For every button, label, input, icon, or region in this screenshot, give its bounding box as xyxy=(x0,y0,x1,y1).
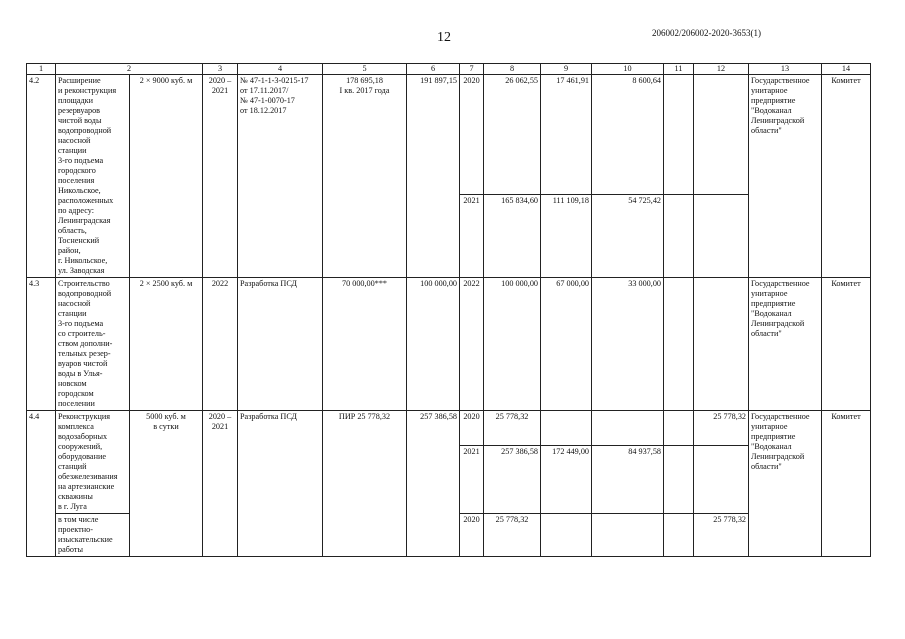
sub-year: 2021 xyxy=(460,446,484,514)
header-cell: 7 xyxy=(460,64,484,75)
object-name-extra: в том числе проектно- изыскательские работы xyxy=(56,514,130,557)
amount-col12: 25 778,32 xyxy=(694,514,749,557)
header-row xyxy=(27,64,871,75)
header-cell: 8 xyxy=(484,64,541,75)
sub-year: 2020 xyxy=(460,514,484,557)
amount-total: 257 386,58 xyxy=(484,446,541,514)
capacity: 5000 куб. м в сутки xyxy=(130,411,203,557)
amount-regional: 17 461,91 xyxy=(541,75,592,195)
object-name: Реконструкция комплекса водозаборных сооружений, оборудование станций обезжелезивания на артезианские скважины в г. Луга xyxy=(56,411,130,514)
years: 2020 – 2021 xyxy=(203,411,238,557)
amount-local xyxy=(592,411,664,446)
amount-total: 25 778,32 xyxy=(484,514,541,557)
customer: Комитет xyxy=(822,278,871,411)
amount-total: 25 778,32 xyxy=(484,411,541,446)
capacity: 2 × 2500 куб. м xyxy=(130,278,203,411)
table-row xyxy=(27,278,871,411)
amount-local: 33 000,00 xyxy=(592,278,664,411)
total-cost: 100 000,00 xyxy=(407,278,460,411)
organization: Государственное унитарное предприятие "Водоканал Ленинградской области" xyxy=(749,411,822,557)
amount-regional xyxy=(541,411,592,446)
organization: Государственное унитарное предприятие "Водоканал Ленинградской области" xyxy=(749,75,822,278)
header-cell: 11 xyxy=(664,64,694,75)
project-doc: Разработка ПСД xyxy=(238,278,323,411)
amount-col11 xyxy=(664,195,694,278)
amount-total: 165 834,60 xyxy=(484,195,541,278)
header-cell: 2 xyxy=(56,64,203,75)
sub-year: 2021 xyxy=(460,195,484,278)
amount-col11 xyxy=(664,278,694,411)
amount-regional: 172 449,00 xyxy=(541,446,592,514)
amount-local: 8 600,64 xyxy=(592,75,664,195)
header-cell: 6 xyxy=(407,64,460,75)
amount-local: 54 725,42 xyxy=(592,195,664,278)
program-table xyxy=(26,63,871,557)
header-cell: 4 xyxy=(238,64,323,75)
amount-col12 xyxy=(694,75,749,195)
table-row xyxy=(27,75,871,195)
table-row xyxy=(27,411,871,446)
row-number: 4.2 xyxy=(27,75,56,278)
document-id: 206002/206002-2020-3653(1) xyxy=(652,28,761,38)
customer: Комитет xyxy=(822,411,871,557)
amount-regional xyxy=(541,514,592,557)
amount-col12 xyxy=(694,446,749,514)
amount-local: 84 937,58 xyxy=(592,446,664,514)
amount-col12 xyxy=(694,278,749,411)
amount-col11 xyxy=(664,514,694,557)
amount-col12 xyxy=(694,195,749,278)
project-doc: Разработка ПСД xyxy=(238,411,323,557)
header-cell: 3 xyxy=(203,64,238,75)
header-cell: 14 xyxy=(822,64,871,75)
header-cell: 12 xyxy=(694,64,749,75)
years: 2020 – 2021 xyxy=(203,75,238,278)
header-cell: 13 xyxy=(749,64,822,75)
row-number: 4.3 xyxy=(27,278,56,411)
amount-col11 xyxy=(664,411,694,446)
sub-year: 2020 xyxy=(460,411,484,446)
sub-year: 2020 xyxy=(460,75,484,195)
header-cell: 5 xyxy=(323,64,407,75)
total-cost: 257 386,58 xyxy=(407,411,460,557)
object-name: Расширение и реконструкция площадки резервуаров чистой воды водопроводной насосной станции 3-го подъема городского поселения Никольское, расположенных по адресу: Ленинградская область, Тосненский район, г. Никольское, ул. Заводская xyxy=(56,75,130,278)
page-number: 12 xyxy=(437,30,451,45)
header-cell: 9 xyxy=(541,64,592,75)
estimated-cost: 70 000,00*** xyxy=(323,278,407,411)
years: 2022 xyxy=(203,278,238,411)
amount-col11 xyxy=(664,446,694,514)
amount-total: 100 000,00 xyxy=(484,278,541,411)
amount-regional: 67 000,00 xyxy=(541,278,592,411)
row-number: 4.4 xyxy=(27,411,56,557)
capacity: 2 × 9000 куб. м xyxy=(130,75,203,278)
customer: Комитет xyxy=(822,75,871,278)
header-cell: 1 xyxy=(27,64,56,75)
header-cell: 10 xyxy=(592,64,664,75)
amount-regional: 111 109,18 xyxy=(541,195,592,278)
total-cost: 191 897,15 xyxy=(407,75,460,278)
estimated-cost: 178 695,18 I кв. 2017 года xyxy=(323,75,407,278)
amount-local xyxy=(592,514,664,557)
amount-col11 xyxy=(664,75,694,195)
amount-total: 26 062,55 xyxy=(484,75,541,195)
object-name: Строительство водопроводной насосной станции 3-го подъема со строитель- ством дополни- тельных резер- вуаров чистой воды в Улья- новском городском поселении xyxy=(56,278,130,411)
organization: Государственное унитарное предприятие "Водоканал Ленинградской области" xyxy=(749,278,822,411)
amount-col12: 25 778,32 xyxy=(694,411,749,446)
estimated-cost: ПИР 25 778,32 xyxy=(323,411,407,557)
sub-year: 2022 xyxy=(460,278,484,411)
project-doc: № 47-1-1-3-0215-17 от 17.11.2017/ № 47-1-0070-17 от 18.12.2017 xyxy=(238,75,323,278)
